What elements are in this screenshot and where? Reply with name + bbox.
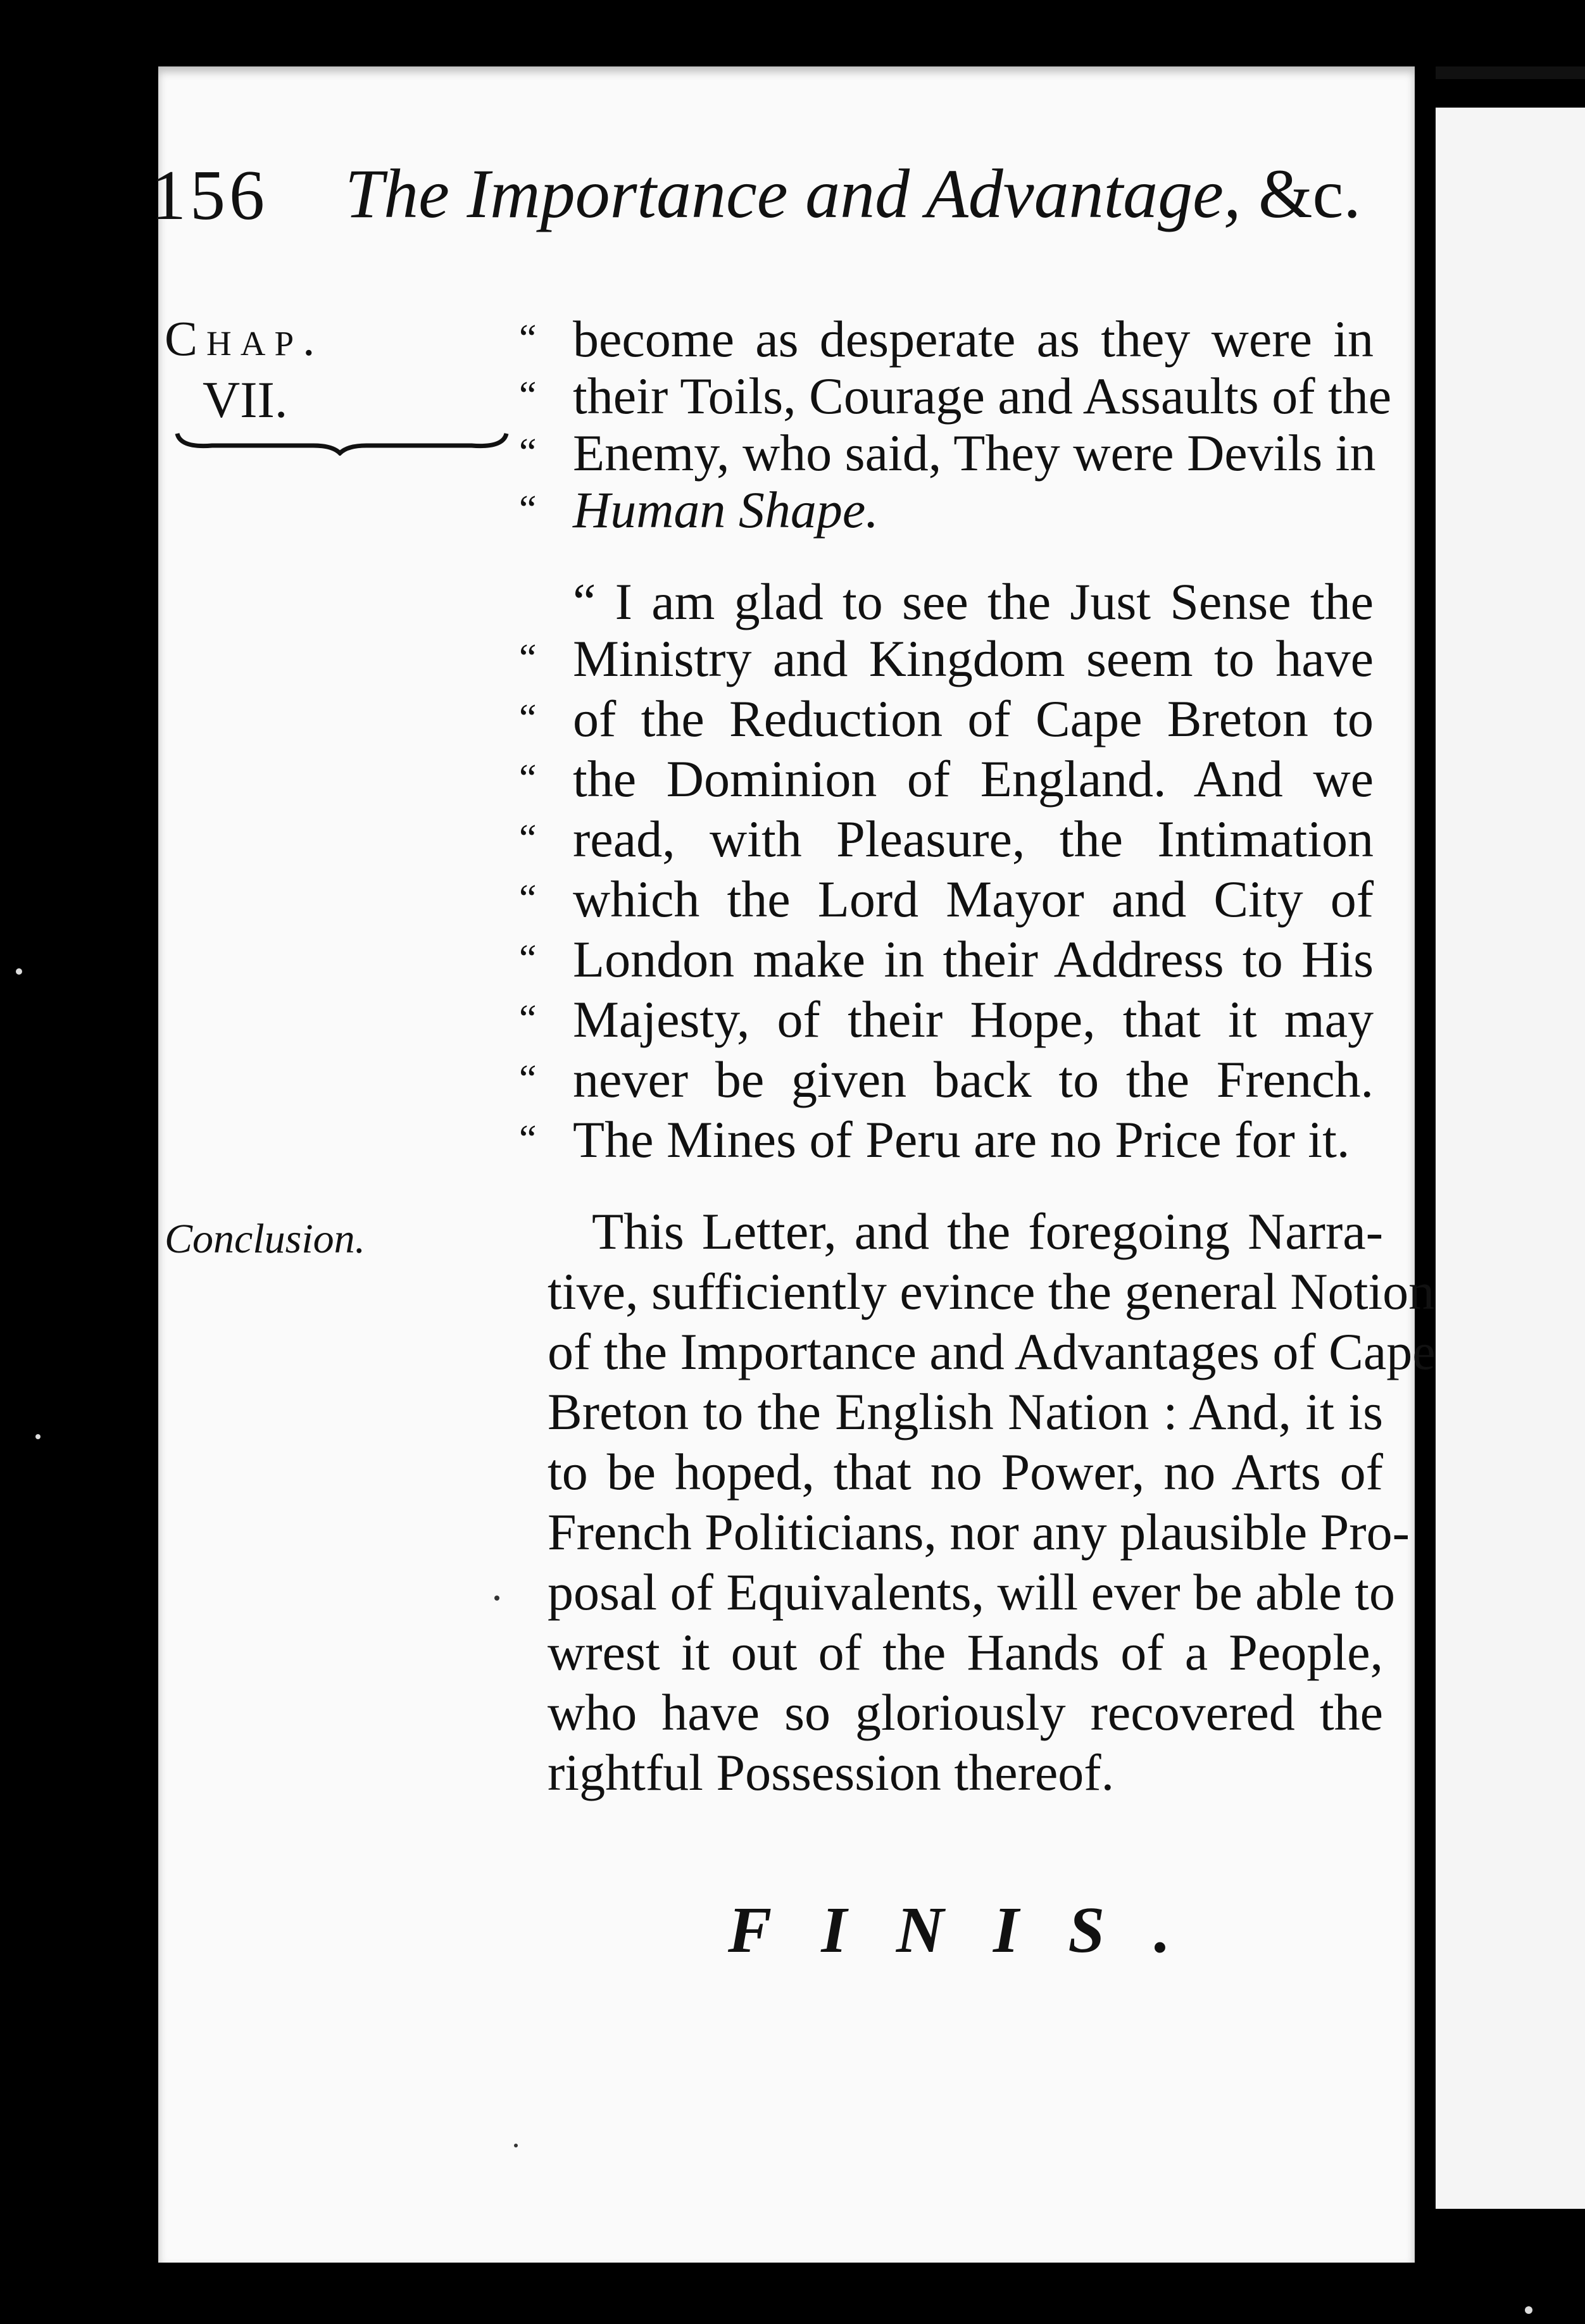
text-line: rightful Possession thereof. [548, 1744, 1115, 1801]
quote-mark: “ [519, 757, 537, 800]
text-line: wrest it out of the Hands of a People, [548, 1623, 1383, 1681]
text-line: of the Reduction of Cape Breton to [573, 690, 1374, 747]
quote-mark: “ [519, 488, 537, 531]
text-line: posal of Equivalents, will ever be able to [548, 1563, 1395, 1621]
running-head [0, 149, 1585, 250]
facing-page-shadow [1436, 66, 1585, 79]
quote-mark: “ [519, 374, 537, 417]
quote-mark: “ [519, 697, 537, 740]
text-line: read, with Pleasure, the Intimation [573, 810, 1374, 868]
text-line: “ I am glad to see the Just Sense the [573, 573, 1374, 630]
facing-page-edge [1436, 108, 1585, 2209]
finis: FINIS. [728, 1894, 1220, 1966]
text-line: who have so gloriously recovered the [548, 1684, 1383, 1741]
text-line: London make in their Address to His [573, 930, 1374, 988]
text-line: of the Importance and Advantages of Cape [548, 1323, 1436, 1380]
quote-mark: “ [519, 431, 537, 474]
text-line: their Toils, Courage and Assaults of the [573, 367, 1392, 425]
quote-mark: “ [519, 637, 537, 680]
text-line: never be given back to the French. [573, 1051, 1374, 1108]
quote-mark: “ [519, 997, 537, 1040]
quote-mark: “ [519, 817, 537, 860]
text-line: French Politicians, nor any plausible Pro- [548, 1503, 1410, 1561]
text-line: tive, sufficiently evince the general Notion [548, 1263, 1435, 1320]
text-line-content: Human Shape. [573, 481, 879, 539]
chapter-label: Chap. [165, 311, 324, 366]
quote-mark: “ [519, 317, 537, 360]
text-line: Ministry and Kingdom seem to have [573, 630, 1374, 687]
text-line: This Letter, and the foregoing Narra- [592, 1203, 1383, 1260]
conclusion-marginal-note: Conclusion. [165, 1216, 366, 1262]
text-line: Majesty, of their Hope, that it may [573, 990, 1374, 1048]
text-line [573, 481, 1374, 539]
quote-mark: “ [519, 877, 537, 920]
quote-mark: “ [519, 937, 537, 980]
running-title [345, 154, 1361, 234]
running-title-text: The Importance and Advantage, [345, 155, 1258, 232]
chapter-number: VII. [203, 371, 288, 428]
text-line: the Dominion of England. And we [573, 750, 1374, 808]
quote-mark: “ [519, 1058, 537, 1101]
text-line-content: Enemy, who said, They were Devils in [573, 424, 1376, 482]
text-line: become as desperate as they were in [573, 310, 1374, 368]
text-line: The Mines of Peru are no Price for it. [573, 1111, 1350, 1168]
text-line [573, 424, 1376, 482]
page-number: 156 [151, 156, 268, 235]
quote-mark: “ [519, 1118, 537, 1161]
text-line: to be hoped, that no Power, no Arts of [548, 1443, 1383, 1501]
decorative-brace [174, 430, 510, 456]
running-title-etc: &c. [1258, 155, 1361, 232]
text-line: Breton to the English Nation : And, it is [548, 1383, 1383, 1440]
text-line: which the Lord Mayor and City of [573, 870, 1374, 928]
